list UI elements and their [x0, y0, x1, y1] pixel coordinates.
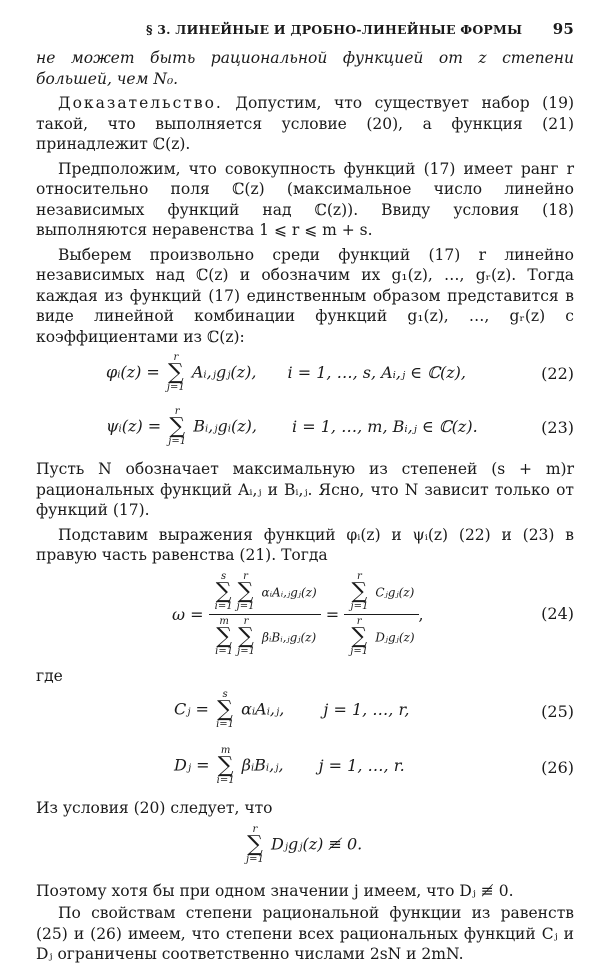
eq24-numerator-2: Cⱼgⱼ(z) — [375, 585, 415, 599]
equation-26 — [36, 744, 574, 798]
eq23-rhs: Bᵢ,ⱼgᵢ(z), — [193, 416, 257, 436]
eq23-condition: i = 1, …, m, Bᵢ,ⱼ ∈ ℂ(z). — [292, 416, 478, 436]
eq23-lhs: ψᵢ(z) = — [106, 416, 162, 436]
choose-paragraph: Выберем произвольно среди функций (17) r линейно независимых над ℂ(z) и обозначим их g₁(z), …, gᵣ(z). Тогда каждая из функций (17) единственным образом представится в виде линейной комбинации функций g₁(z), …, gᵣ(z) с коэффициентами из ℂ(z): — [36, 245, 574, 346]
eq24-number: (24) — [541, 603, 574, 623]
condition-paragraph: Из условия (20) следует, что — [36, 799, 273, 817]
running-header — [36, 20, 574, 48]
eq26-condition: j = 1, …, r. — [318, 755, 405, 775]
eq22-lhs: φᵢ(z) = — [106, 362, 160, 382]
eq22-sum: r ∑ j=1 — [166, 352, 185, 393]
eq25-condition: j = 1, …, r, — [323, 699, 410, 719]
page — [36, 20, 574, 965]
eq24-fraction-2: r ∑ j=1 Cⱼgⱼ(z) r ∑ j=1 Dⱼgⱼ(z) — [344, 572, 418, 657]
eq24-denominator-2: Dⱼgⱼ(z) — [375, 630, 415, 644]
proof-label: Доказательство. — [58, 94, 223, 112]
nonzero-rhs: Dⱼgⱼ(z) ≢ 0. — [270, 834, 363, 853]
eq24-fraction-1: s ∑ i=1 r ∑ j=1 αᵢAᵢ,ⱼgⱼ(z) m ∑ i=1 r ∑ j=1 βᵢBᵢ,ⱼgⱼ(z) — [209, 572, 321, 657]
equation-25 — [36, 686, 574, 744]
proof-paragraph — [36, 93, 574, 155]
eq23-sum: r ∑ j=1 — [168, 406, 187, 447]
eq25-rhs: αᵢAᵢ,ⱼ, — [241, 699, 285, 719]
equation-22 — [36, 347, 574, 403]
theorem-ending: не может быть рациональной функцией от z степени большей, чем N₀. — [36, 49, 574, 88]
equation-24: ω = s ∑ i=1 r ∑ j=1 αᵢAᵢ,ⱼgⱼ(z) m ∑ i=1 r ∑ j=1 βᵢBᵢ,ⱼgⱼ(z) = r ∑ j=1 Cⱼgⱼ(z) r ∑ j=1 Dⱼgⱼ(z) , (24) — [172, 570, 574, 657]
where-label: где — [36, 666, 63, 685]
nonzero-sum: r ∑ j=1 — [246, 823, 264, 865]
page-number: 95 — [552, 20, 574, 38]
degree-paragraph: Пусть N обозначает максимальную из степеней (s + m)r рациональных функций Aᵢ,ⱼ и Bᵢ,ⱼ. Ясно, что N зависит только от функций (17). — [36, 460, 574, 519]
equation-23 — [36, 403, 574, 459]
eq25-sum: s ∑ i=1 — [216, 689, 235, 730]
eq26-rhs: βᵢBᵢ,ⱼ, — [241, 755, 284, 775]
eq23-number: (23) — [541, 418, 574, 437]
eq24-lhs: ω = — [172, 604, 204, 624]
eq25-lhs: Cⱼ = — [174, 699, 209, 719]
eq26-number: (26) — [541, 758, 574, 777]
eq24-numerator-1: αᵢAᵢ,ⱼgⱼ(z) — [261, 585, 317, 599]
substitute-paragraph: Подставим выражения функций φᵢ(z) и ψᵢ(z) (22) и (23) в правую часть равенства (21). Тогда — [36, 525, 574, 564]
hence-paragraph: Поэтому хотя бы при одном значении j имеем, что Dⱼ ≢ 0. — [36, 881, 514, 900]
eq22-number: (22) — [541, 364, 574, 383]
eq26-sum: m ∑ i=1 — [216, 745, 235, 786]
bounds-paragraph: По свойствам степени рациональной функции из равенств (25) и (26) имеем, что степени всех рациональных функций Cⱼ и Dⱼ ограничены соответственно числами 2sN и 2mN. — [36, 904, 574, 963]
eq24-denominator-1: βᵢBᵢ,ⱼgⱼ(z) — [262, 630, 317, 644]
equation-nonzero — [36, 819, 574, 881]
eq22-rhs: Aᵢ,ⱼgⱼ(z), — [191, 362, 257, 382]
eq26-lhs: Dⱼ = — [174, 755, 210, 775]
rank-paragraph: Предположим, что совокупность функций (17) имеет ранг r относительно поля ℂ(z) (максимальное число линейно независимых функций над ℂ(z)). Ввиду условия (18) выполняются неравенства 1 ⩽ r ⩽ m + s. — [36, 159, 574, 239]
eq25-number: (25) — [541, 702, 574, 721]
header-title: § 3. ЛИНЕЙНЫЕ И ДРОБНО-ЛИНЕЙНЫЕ ФОРМЫ — [146, 22, 523, 37]
proof-text: Допустим, что существует набор (19) такой, что выполняется условие (20), а функция (21) принадлежит ℂ(z). — [36, 94, 574, 153]
eq22-condition: i = 1, …, s, Aᵢ,ⱼ ∈ ℂ(z), — [287, 362, 466, 382]
